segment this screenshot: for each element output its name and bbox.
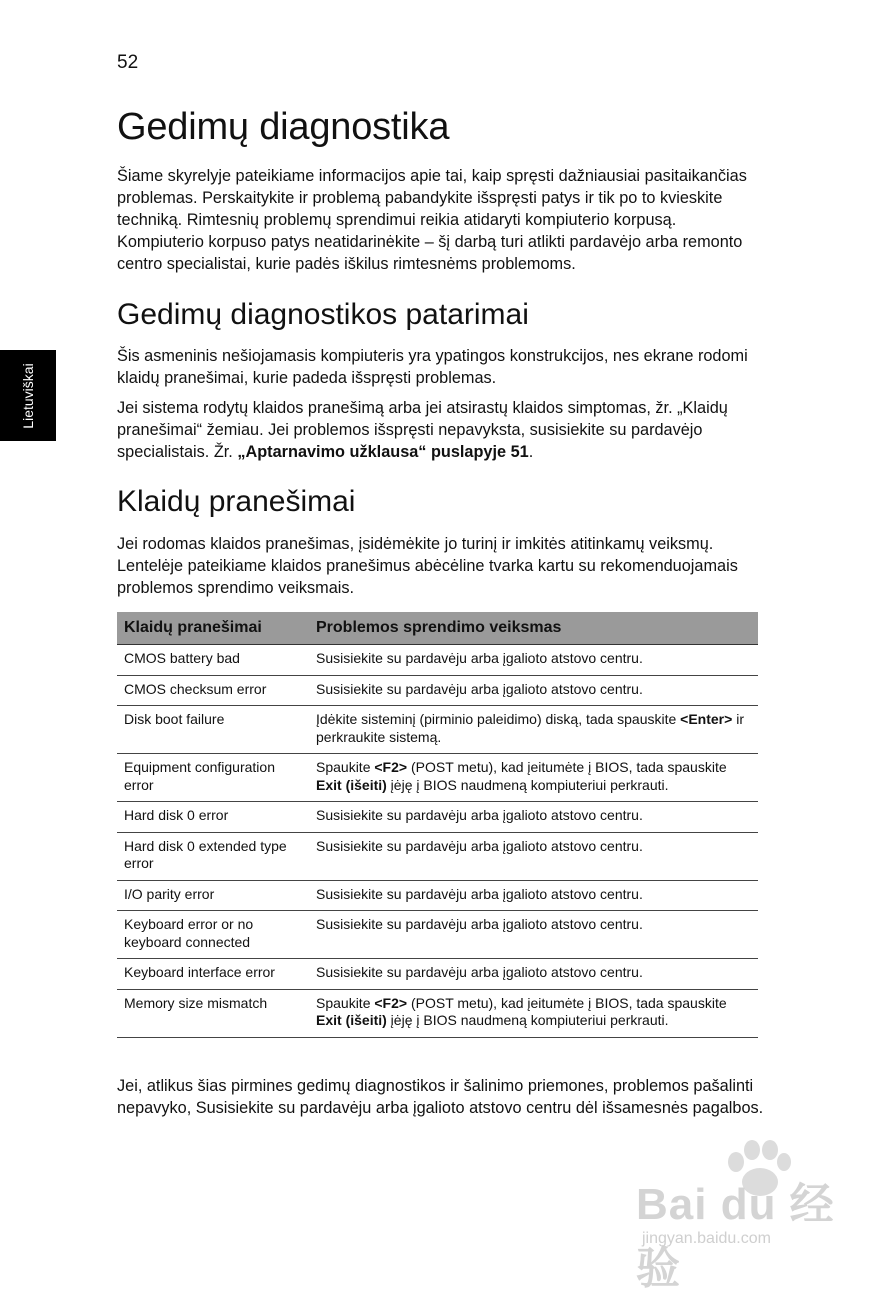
solution-text: Susisiekite su pardavėju arba įgalioto atstovo centru.: [316, 916, 643, 932]
error-message-cell: I/O parity error: [117, 880, 309, 911]
solution-cell: [309, 754, 758, 802]
solution-text: Susisiekite su pardavėju arba įgalioto atstovo centru.: [316, 680, 643, 697]
table-row: [117, 754, 758, 802]
solution-text: (POST metu), kad įeitumėte į BIOS, tada spauskite: [407, 994, 727, 1011]
error-messages-table: [117, 612, 758, 1038]
solution-cell: [309, 989, 758, 1037]
table-row: [117, 832, 758, 880]
solution-text: ir perkraukite sistemą.: [316, 711, 744, 745]
tips-heading: Gedimų diagnostikos patarimai: [117, 298, 529, 331]
page-number: 52: [117, 52, 139, 73]
solution-text: Įdėkite sisteminį (pirminio paleidimo) diską, tada spauskite: [316, 711, 681, 727]
tips-paragraph-2: [117, 397, 767, 463]
error-message-cell: Equipment configuration error: [117, 754, 309, 802]
key-instruction: <Enter>: [680, 711, 733, 727]
watermark-logo: Bai du 经验: [636, 1180, 835, 1293]
error-message-cell: Keyboard error or no keyboard connected: [117, 911, 309, 959]
solution-text: (POST metu), kad įeitumėte į BIOS, tada spauskite: [407, 759, 727, 775]
solution-text: Susisiekite su pardavėju arba įgalioto atstovo centru.: [316, 807, 643, 823]
solution-cell: [309, 911, 758, 959]
table-row: [117, 959, 758, 990]
language-side-tab: [0, 350, 56, 441]
solution-text: įėję į BIOS naudmeną kompiuteriui perkrauti.: [386, 776, 669, 793]
tips-paragraph-2-end: .: [528, 443, 534, 461]
solution-text: Spaukite: [316, 759, 375, 775]
solution-cell: [309, 832, 758, 880]
solution-cell: [309, 959, 758, 990]
errors-heading: Klaidų pranešimai: [117, 485, 356, 518]
solution-cell: [309, 802, 758, 833]
table-row: [117, 706, 758, 754]
table-row: [117, 911, 758, 959]
error-message-cell: Memory size mismatch: [117, 989, 309, 1037]
solution-cell: [309, 645, 758, 676]
tips-paragraph-1: Šis asmeninis nešiojamasis kompiuteris yra ypatingos konstrukcijos, nes ekrane rodomi klaidų pranešimai, kurie padeda išspręsti problemas.: [117, 347, 748, 387]
watermark-url: jingyan.baidu.com: [642, 1230, 771, 1247]
key-instruction: <F2>: [374, 994, 408, 1011]
column-header-action: Problemos sprendimo veiksmas: [309, 612, 758, 645]
error-message-cell: CMOS battery bad: [117, 645, 309, 676]
error-message-cell: CMOS checksum error: [117, 675, 309, 706]
table-row: [117, 989, 758, 1037]
table-row: [117, 645, 758, 676]
page-title: Gedimų diagnostika: [117, 106, 450, 148]
tips-paragraph-2-text: Jei sistema rodytų klaidos pranešimą arba jei atsirastų klaidos simptomas, žr. „Klaidų pranešimai“ žemiau. Jei problemos išspręsti nepavyksta, susisiekite su pardavėjo specialistais. Žr.: [117, 399, 728, 461]
errors-intro-paragraph: Jei rodomas klaidos pranešimas, įsidėmėkite jo turinį ir imkitės atitinkamų veiksmų. Lentelėje pateikiame klaidos pranešimus abėcėline tvarka kartu su rekomenduojamais problemos sprendimo veiksmais.: [117, 535, 738, 597]
intro-paragraph: Šiame skyrelyje pateikiame informacijos apie tai, kaip spręsti dažniausiai pasitaikančias problemas. Perskaitykite ir problemą pabandykite išspręsti patys ir tik po to kvieskite techniką. Rimtesnių problemų sprendimui reikia atidaryti kompiuterio korpusą. Kompiuterio korpuso patys neatidarinėkite – šį darbą turi atlikti pardavėjo arba remonto centro specialistai, kurie padės iškilus rimtesnėms problemoms.: [117, 167, 747, 273]
key-instruction: Exit (išeiti): [316, 1012, 387, 1028]
column-header-message: Klaidų pranešimai: [117, 612, 309, 645]
solution-cell: [309, 706, 758, 754]
table-row: [117, 675, 758, 706]
table-header-row: [117, 612, 758, 645]
solution-text: Susisiekite su pardavėju arba įgalioto atstovo centru.: [316, 964, 643, 980]
solution-cell: [309, 675, 758, 706]
solution-text: Susisiekite su pardavėju arba įgalioto atstovo centru.: [316, 837, 643, 854]
solution-text: Susisiekite su pardavėju arba įgalioto atstovo centru.: [316, 650, 643, 666]
table-row: [117, 880, 758, 911]
footer-paragraph: Jei, atlikus šias pirmines gedimų diagnostikos ir šalinimo priemones, problemos pašalinti nepavyko, Susisiekite su pardavėju arba įgalioto atstovo centru dėl išsamesnės pagalbos.: [117, 1077, 764, 1117]
solution-cell: [309, 880, 758, 911]
error-message-cell: Disk boot failure: [117, 706, 309, 754]
table-body: [117, 645, 758, 1038]
solution-text: Susisiekite su pardavėju arba įgalioto atstovo centru.: [316, 885, 643, 902]
solution-text: Spaukite: [316, 994, 375, 1011]
key-instruction: Exit (išeiti): [316, 776, 387, 793]
baidu-watermark: [636, 1140, 866, 1293]
side-tab-label: Lietuviškai: [20, 362, 36, 429]
error-message-cell: Hard disk 0 extended type error: [117, 832, 309, 880]
table-row: [117, 802, 758, 833]
error-message-cell: Keyboard interface error: [117, 959, 309, 990]
service-request-reference: „Aptarnavimo užklausa“ puslapyje 51: [237, 443, 529, 461]
solution-text: įėję į BIOS naudmeną kompiuteriui perkrauti.: [386, 1012, 669, 1028]
key-instruction: <F2>: [374, 759, 408, 775]
error-message-cell: Hard disk 0 error: [117, 802, 309, 833]
